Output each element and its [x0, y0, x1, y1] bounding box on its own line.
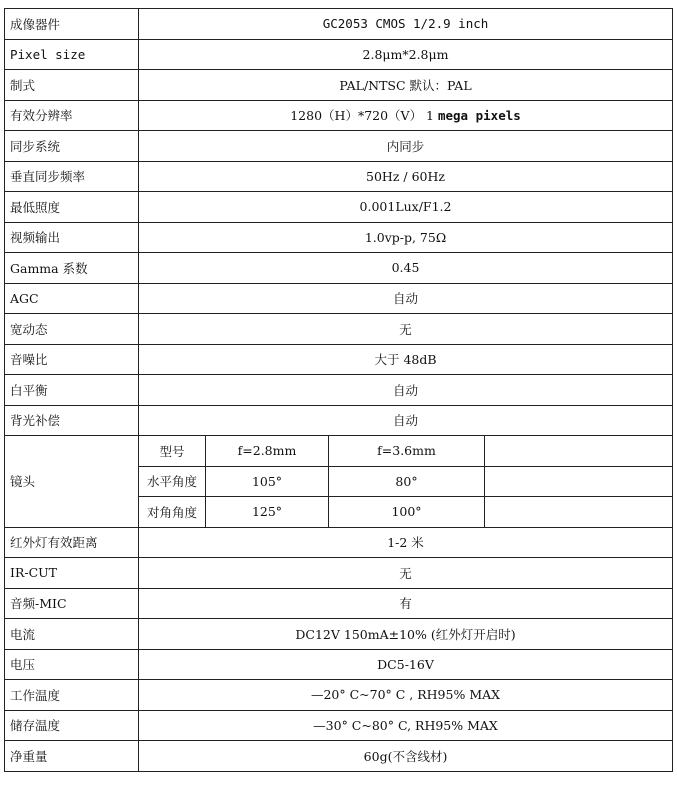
spec-value: DC12V 150mA±10% (红外灯开启时)	[139, 619, 673, 650]
resolution-suffix: mega pixels	[437, 108, 521, 124]
spec-label: 有效分辨率	[5, 100, 139, 131]
spec-value: 无	[139, 314, 673, 345]
spec-label: 最低照度	[5, 192, 139, 223]
spec-row-vsync	[5, 161, 673, 192]
spec-row-voltage	[5, 649, 673, 680]
spec-row-ir-distance	[5, 527, 673, 558]
spec-label: 宽动态	[5, 314, 139, 345]
spec-row-format	[5, 70, 673, 101]
spec-label: 制式	[5, 70, 139, 101]
spec-value: 自动	[139, 283, 673, 314]
spec-row-gamma	[5, 253, 673, 284]
spec-row-resolution	[5, 100, 673, 131]
spec-value	[139, 100, 673, 131]
spec-label: Pixel size	[5, 39, 139, 70]
lens-sub-label: 型号	[139, 436, 206, 467]
spec-label: 音频-MIC	[5, 588, 139, 619]
spec-value: 50Hz / 60Hz	[139, 161, 673, 192]
spec-row-pixel-size	[5, 39, 673, 70]
spec-row-mic	[5, 588, 673, 619]
spec-label: 电压	[5, 649, 139, 680]
spec-label: AGC	[5, 283, 139, 314]
spec-value: —30° C~80° C, RH95% MAX	[139, 710, 673, 741]
lens-sub-label: 水平角度	[139, 466, 206, 497]
spec-value: GC2053 CMOS 1/2.9 inch	[139, 9, 673, 40]
spec-row-ir-cut	[5, 558, 673, 589]
spec-label: 同步系统	[5, 131, 139, 162]
spec-value: 无	[139, 558, 673, 589]
spec-label: 垂直同步频率	[5, 161, 139, 192]
spec-sheet	[4, 8, 673, 772]
lens-cell-empty	[485, 436, 673, 467]
spec-value: 0.45	[139, 253, 673, 284]
spec-label: 红外灯有效距离	[5, 527, 139, 558]
spec-label: 工作温度	[5, 680, 139, 711]
spec-row-white-balance	[5, 375, 673, 406]
resolution-text: 1280（H）*720（V） 1	[290, 108, 438, 124]
spec-label: 音噪比	[5, 344, 139, 375]
spec-label: 成像器件	[5, 9, 139, 40]
spec-label: 净重量	[5, 741, 139, 772]
lens-cell-empty	[485, 466, 673, 497]
spec-row-wdr	[5, 314, 673, 345]
lens-cell: 100°	[329, 497, 485, 528]
spec-row-agc	[5, 283, 673, 314]
spec-value: —20° C~70° C , RH95% MAX	[139, 680, 673, 711]
spec-value: 60g(不含线材)	[139, 741, 673, 772]
spec-row-sensor	[5, 9, 673, 40]
spec-label: 视频输出	[5, 222, 139, 253]
spec-row-storage-temp	[5, 710, 673, 741]
spec-label: Gamma 系数	[5, 253, 139, 284]
lens-cell: 105°	[206, 466, 329, 497]
spec-label: 电流	[5, 619, 139, 650]
spec-value: 有	[139, 588, 673, 619]
spec-row-backlight	[5, 405, 673, 436]
spec-label: 背光补偿	[5, 405, 139, 436]
spec-value: 1-2 米	[139, 527, 673, 558]
spec-value: PAL/NTSC 默认：PAL	[139, 70, 673, 101]
lens-cell: f=3.6mm	[329, 436, 485, 467]
spec-value: 大于 48dB	[139, 344, 673, 375]
spec-value: 内同步	[139, 131, 673, 162]
lens-cell: 125°	[206, 497, 329, 528]
lens-cell: 80°	[329, 466, 485, 497]
spec-table	[4, 8, 673, 772]
lens-sub-label: 对角角度	[139, 497, 206, 528]
spec-row-snr	[5, 344, 673, 375]
spec-value: 0.001Lux/F1.2	[139, 192, 673, 223]
lens-cell: f=2.8mm	[206, 436, 329, 467]
spec-value: 自动	[139, 405, 673, 436]
spec-value: 1.0vp-p, 75Ω	[139, 222, 673, 253]
lens-label: 镜头	[5, 436, 139, 528]
spec-label: IR-CUT	[5, 558, 139, 589]
spec-label: 白平衡	[5, 375, 139, 406]
spec-row-video-output	[5, 222, 673, 253]
spec-value: 自动	[139, 375, 673, 406]
spec-value: DC5-16V	[139, 649, 673, 680]
spec-value: 2.8μm*2.8μm	[139, 39, 673, 70]
spec-row-operating-temp	[5, 680, 673, 711]
spec-row-min-illumination	[5, 192, 673, 223]
lens-row-model	[5, 436, 673, 467]
spec-row-current	[5, 619, 673, 650]
spec-row-sync-system	[5, 131, 673, 162]
spec-row-net-weight	[5, 741, 673, 772]
spec-label: 储存温度	[5, 710, 139, 741]
lens-cell-empty	[485, 497, 673, 528]
